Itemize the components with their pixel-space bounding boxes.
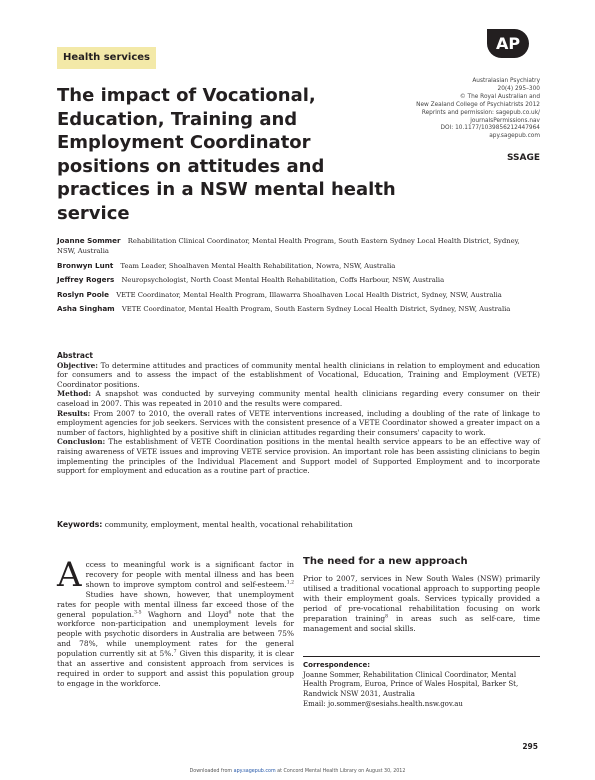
author-affiliation: Rehabilitation Clinical Coordinator, Mental Health Program, South Eastern Sydney Local Health District, Sydney, NSW, Australia bbox=[57, 237, 520, 255]
abstract-objective bbox=[57, 361, 540, 390]
author-name: Bronwyn Lunt bbox=[57, 260, 114, 270]
drop-cap: A bbox=[57, 555, 82, 595]
journal-volume: 20(4) 295–300 bbox=[497, 85, 540, 92]
conclusion-label: Conclusion: bbox=[57, 437, 106, 447]
method-label: Method: bbox=[57, 389, 92, 399]
keywords bbox=[57, 520, 540, 530]
author-name: Jeffrey Rogers bbox=[57, 275, 115, 284]
journal-name: Australasian Psychiatry bbox=[472, 78, 540, 84]
abstract bbox=[57, 351, 540, 476]
section-body bbox=[303, 574, 540, 633]
author-entry bbox=[57, 236, 540, 256]
keywords-label: Keywords: bbox=[57, 520, 103, 529]
section-need bbox=[303, 555, 540, 633]
author-entry bbox=[57, 290, 540, 300]
author-affiliation: Neuropsychologist, North Coast Mental Health Rehabilitation, Coffs Harbour, NSW, Australia bbox=[121, 276, 445, 284]
intro-text: note that the workforce non-participation and unemployment levels for people with psychotic disorders in Australia are between 75% and 78%, while unemployment rates for the general population currently sit at 5%. bbox=[57, 609, 295, 659]
author-affiliation: VETE Coordinator, Mental Health Program, South Eastern Sydney Local Health District, Sydney, NSW, Australia bbox=[121, 305, 511, 313]
author-entry bbox=[57, 304, 540, 314]
author-name: Joanne Sommer bbox=[57, 236, 121, 245]
correspondence-label: Correspondence: bbox=[303, 661, 371, 669]
keywords-text: community, employment, mental health, vocational rehabilitation bbox=[104, 520, 353, 529]
citation-ref[interactable]: 3-5 bbox=[134, 610, 142, 616]
intro-text: Given this disparity, it is clear that an assertive and consistent approach from services is required in order to support and assist this population group to engage in the workforce. bbox=[57, 649, 294, 688]
author-affiliation: Team Leader, Shoalhaven Mental Health Rehabilitation, Nowra, NSW, Australia bbox=[120, 261, 396, 270]
method-text: A snapshot was conducted by surveying community mental health clinicians regarding every consumer on their caseload in 2007. This was repeated in 2010 and the results were compared. bbox=[57, 389, 540, 408]
author-entry bbox=[57, 275, 540, 285]
citation-ref[interactable]: 1,2 bbox=[286, 580, 294, 586]
citation-ref[interactable]: 8 bbox=[385, 614, 389, 620]
author-entry bbox=[57, 261, 540, 271]
journal-logo: AP bbox=[487, 29, 529, 58]
sage-logo: SSAGE bbox=[506, 153, 540, 163]
intro-text: ccess to meaningful work is a significant factor in recovery for people with mental illness and has been shown to improve symptom control and self-esteem. bbox=[85, 560, 294, 589]
abstract-conclusion bbox=[57, 437, 540, 475]
section-heading: The need for a new approach bbox=[303, 556, 468, 567]
download-link[interactable]: apy.sagepub.com bbox=[233, 769, 276, 774]
download-prefix: Downloaded from bbox=[189, 769, 233, 774]
copyright-line-1: © The Royal Australian and bbox=[459, 93, 540, 100]
article-title: The impact of Vocational, Education, Training and Employment Coordinator positions on attitudes and practices in a NSW mental health service bbox=[57, 85, 396, 224]
author-name: Roslyn Poole bbox=[57, 289, 110, 299]
doi[interactable]: DOI: 10.1177/1039856212447964 bbox=[440, 125, 540, 132]
objective-text: To determine attitudes and practices of community mental health clinicians in relation to employment and education for consumers and to assess the impact of the establishment of Vocational, Education, Training and Employment (VETE) Coordinator positions. bbox=[57, 360, 540, 389]
correspondence-address: Joanne Sommer, Rehabilitation Clinical Coordinator, Mental Health Program, Euroa, Prince of Wales Hospital, Barker St, Randwick NSW 2031, Australia bbox=[303, 670, 519, 699]
page-number: 295 bbox=[522, 742, 538, 751]
correspondence bbox=[303, 656, 540, 710]
permissions-link-1[interactable]: Reprints and permission: sagepub.co.uk/ bbox=[421, 109, 540, 116]
copyright-line-2: New Zealand College of Psychiatrists 2012 bbox=[416, 101, 540, 108]
author-affiliation: VETE Coordinator, Mental Health Program, Illawarra Shoalhaven Local Health District, Sydney, NSW, Australia bbox=[116, 290, 502, 299]
permissions-link-2[interactable]: journalsPermissions.nav bbox=[470, 117, 540, 124]
correspondence-email[interactable]: Email: jo.sommer@sesiahs.health.nsw.gov.au bbox=[303, 699, 463, 708]
section-label: Health services bbox=[57, 47, 156, 69]
results-label: Results: bbox=[57, 408, 91, 418]
intro-text: Studies have shown, however, that unemployment rates for people with mental illness far exceed those of the general population. bbox=[57, 589, 294, 619]
abstract-method bbox=[57, 389, 540, 408]
results-text: From 2007 to 2010, the overall rates of VETE interventions increased, including a doubling of the rate of linkage to employment agencies for job seekers. Services with the consistent presence of a VETE Coordinator showed a greater impact on a number of factors, highlighted by a positive shift in clinician attitudes regarding their consumers' capacity to work. bbox=[57, 408, 540, 437]
objective-label: Objective: bbox=[57, 360, 98, 370]
citation-ref[interactable]: 7 bbox=[173, 649, 177, 655]
author-name: Asha Singham bbox=[57, 304, 115, 313]
conclusion-text: The establishment of VETE Coordination positions in the mental health service appears to be an effective way of raising awareness of VETE issues and improving VETE service provision. An important role has been assisting clinicians to begin implementing the principles of the Individual Placement and Support model of Supported Employment and to incorporate support for employment and education as a routine part of practice. bbox=[57, 437, 540, 476]
journal-url[interactable]: apy.sagepub.com bbox=[489, 133, 540, 140]
citation-ref[interactable]: 6 bbox=[228, 610, 232, 616]
journal-meta bbox=[350, 78, 540, 141]
section-text: Prior to 2007, services in New South Wales (NSW) primarily utilised a traditional vocational approach to supporting people with their employment goals. Services typically provided a period of pre-vocational rehabilitation focusing on work preparation training bbox=[303, 574, 540, 623]
section-text: in areas such as self-care, time management and social skills. bbox=[303, 613, 540, 633]
intro-column bbox=[57, 555, 295, 689]
intro-text: Waghorn and Lloyd bbox=[141, 609, 229, 619]
abstract-results bbox=[57, 409, 540, 438]
author-list bbox=[57, 236, 540, 319]
download-suffix: at Concord Mental Health Library on August 30, 2012 bbox=[277, 769, 406, 774]
download-footer bbox=[0, 769, 595, 774]
abstract-heading: Abstract bbox=[57, 351, 94, 360]
